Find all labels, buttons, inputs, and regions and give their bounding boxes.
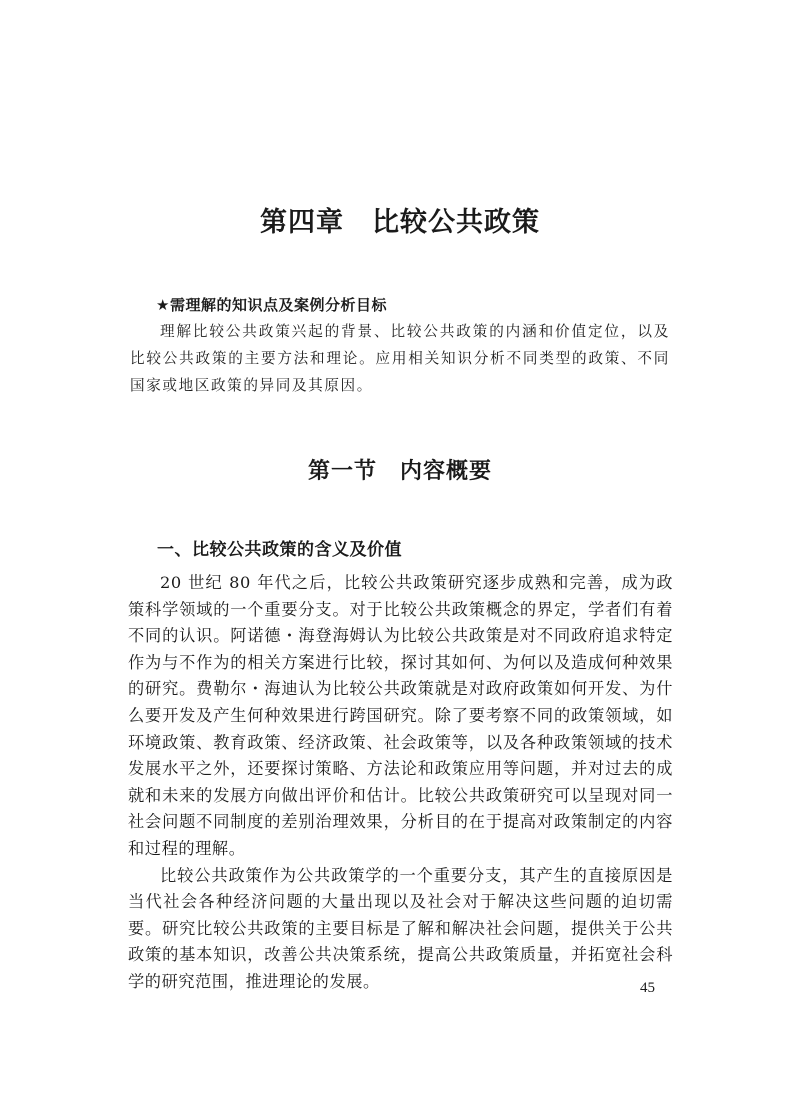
chapter-title: 第四章 比较公共政策	[260, 207, 540, 238]
page-number: 45	[640, 980, 655, 996]
paragraph: 比较公共政策作为公共政策学的一个重要分支，其产生的直接原因是当代社会各种经济问题的大量出现以及社会对于解决这些问题的迫切需要。研究比较公共政策的主要目标是了解和解决社会问题，提供关于公共政策的基本知识，改善公共决策系统，提高公共政策质量，并拓宽社会科学的研究范围，推进理论的发展。	[128, 865, 673, 991]
body-text	[128, 570, 673, 996]
section-title: 第一节 内容概要	[307, 458, 492, 484]
objectives-heading: ★需理解的知识点及案例分析目标	[156, 296, 387, 314]
objectives-text: 理解比较公共政策兴起的背景、比较公共政策的内涵和价值定位，以及比较公共政策的主要方法和理论。应用相关知识分析不同类型的政策、不同国家或地区政策的异同及其原因。	[130, 323, 670, 394]
learning-objectives	[130, 292, 670, 399]
subsection-heading: 一、比较公共政策的含义及价值	[157, 540, 402, 560]
paragraph: 20 世纪 80 年代之后，比较公共政策研究逐步成熟和完善，成为政策科学领域的一个重要分支。对于比较公共政策概念的界定，学者们有着不同的认识。阿诺德・海登海姆认为比较公共政策是对不同政府追求特定作为与不作为的相关方案进行比较，探讨其如何、为何以及造成何种效果的研究。费勒尔・海迪认为比较公共政策就是对政府政策如何开发、为什么要开发及产生何种效果进行跨国研究。除了要考察不同的政策领域，如环境政策、教育政策、经济政策、社会政策等，以及各种政策领域的技术发展水平之外，还要探讨策略、方法论和政策应用等问题，并对过去的成就和未来的发展方向做出评价和估计。比较公共政策研究可以呈现对同一社会问题不同制度的差别治理效果，分析目的在于提高对政策制定的内容和过程的理解。	[128, 573, 673, 858]
